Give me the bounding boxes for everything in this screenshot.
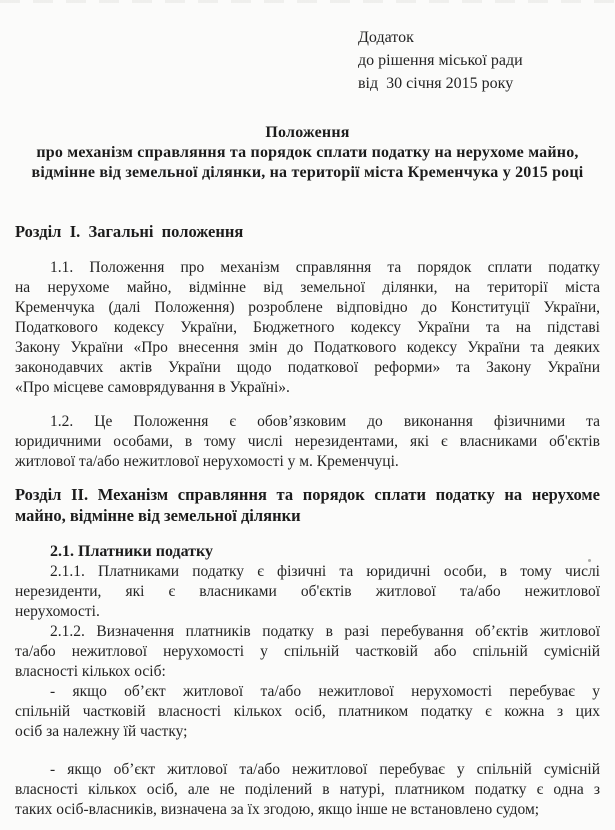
text-line: осіб за належну їй частку; xyxy=(15,723,188,740)
bullet-paragraph-1 xyxy=(15,682,600,742)
document-title xyxy=(15,123,600,183)
heading-line: Розділ ІІ. Механізм справляння та порядок сплати податку на нерухоме xyxy=(15,485,600,504)
paragraph-2-1-2 xyxy=(15,622,600,682)
text-line: законодавчих актів України щодо податкової реформи» та Закону України xyxy=(15,359,600,376)
text-line: спільній частковій власності кількох осіб, платником податку є кожна з цих xyxy=(15,703,600,720)
text-line: - якщо об’єкт житлової та/або нежитлової нерухомості перебуває у xyxy=(50,683,600,700)
text-line: юридичними особами, в тому числі нерезидентами, які є власниками об'єктів xyxy=(15,433,600,450)
scan-edge-artifact xyxy=(0,0,615,3)
paragraph-1-2 xyxy=(15,412,600,472)
paragraph-2-1-1 xyxy=(15,562,600,622)
text-line: 2.1.2. Визначення платників податку в разі перебування об’єктів житлової xyxy=(50,623,600,640)
text-line: та/або нежитлової нерухомості у спільній частковій або спільній сумісній xyxy=(15,643,600,660)
text-line: - якщо об’єкт житлової та/або нежитлової перебуває у спільній сумісній xyxy=(50,761,600,778)
bullet-paragraph-2 xyxy=(15,760,600,820)
subsection-2-1-heading: 2.1. Платники податку xyxy=(50,543,214,560)
text-line: Закону України «Про внесення змін до Податкового кодексу України та деяких xyxy=(15,339,600,356)
text-line: Податкового кодексу України, Бюджетного кодексу України та на підставі xyxy=(15,319,600,336)
annex-line: до рішення міської ради xyxy=(358,52,523,69)
text-line: «Про місцеве самоврядування в Україні». xyxy=(15,379,290,396)
section-2-heading xyxy=(15,484,600,526)
text-line: Кременчука (далі Положення) розроблене відповідно до Конституції України, xyxy=(15,299,600,316)
title-line: про механізм справляння та порядок сплати податку на нерухоме майно, xyxy=(36,144,579,161)
section-1-heading: Розділ І. Загальні положення xyxy=(15,222,244,241)
text-line: нерухомості. xyxy=(15,603,100,620)
text-line: житлової та/або нежитлової нерухомості у м. Кременчуці. xyxy=(15,453,399,470)
text-line: 1.2. Це Положення є обов’язковим до виконання фізичними та xyxy=(50,413,600,430)
heading-line: майно, відмінне від земельної ділянки xyxy=(15,506,301,525)
text-line: на нерухоме майно, відмінне від земельної ділянки, на території міста xyxy=(15,279,600,296)
text-line: нерезиденти, які є власниками об'єктів житлової та/або нежитлової xyxy=(15,583,600,600)
text-line: власності кількох осіб, але не поділений в натурі, платником податку є одна з xyxy=(15,781,600,798)
annex-block xyxy=(358,26,600,95)
text-line: власності кількох осіб: xyxy=(15,663,166,680)
title-line: відмінне від земельної ділянки, на території міста Кременчука у 2015 році xyxy=(31,164,584,181)
text-line: таких осіб-власників, визначена за їх згодою, якщо інше не встановлено судом; xyxy=(15,801,540,818)
annex-line: від 30 січня 2015 року xyxy=(358,75,514,92)
paragraph-1-1 xyxy=(15,258,600,398)
scan-speck xyxy=(588,559,591,562)
text-line: 1.1. Положення про механізм справляння та порядок сплати податку xyxy=(50,259,600,276)
text-line: 2.1.1. Платниками податку є фізичні та юридичні особи, в тому числі xyxy=(50,563,600,580)
annex-line: Додаток xyxy=(358,29,414,46)
title-line: Положення xyxy=(265,124,350,141)
